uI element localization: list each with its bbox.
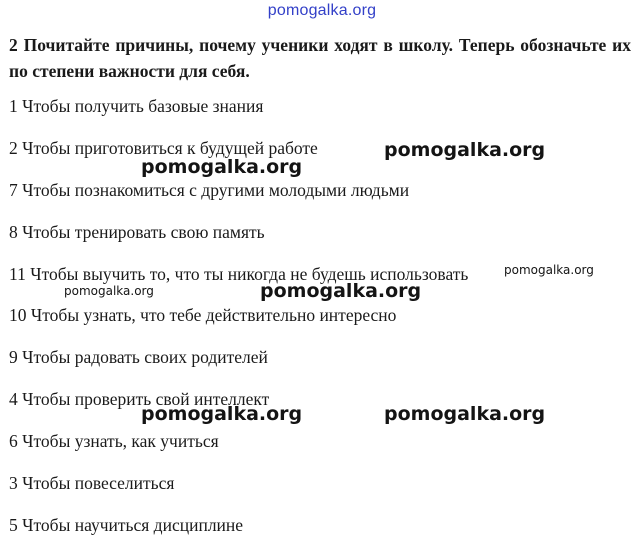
list-item: 5 Чтобы научиться дисциплине [9, 514, 244, 535]
list-item: 4 Чтобы проверить свой интеллект [9, 389, 270, 410]
watermark-label: pomogalka.org [141, 403, 303, 425]
watermark-label: pomogalka.org [504, 263, 594, 277]
list-item: 6 Чтобы узнать, как учиться [9, 431, 219, 452]
watermark-label: pomogalka.org [141, 156, 303, 178]
list-item: 10 Чтобы узнать, что тебе действительно интересно [9, 305, 397, 326]
list-item: 11 Чтобы выучить то, что ты никогда не будешь использовать [9, 263, 469, 284]
watermark-label: pomogalka.org [384, 403, 546, 425]
site-header-watermark: pomogalka.org [267, 2, 377, 19]
list-item: 9 Чтобы радовать своих родителей [9, 347, 268, 368]
watermark-label: pomogalka.org [260, 280, 422, 302]
list-item: 2 Чтобы приготовиться к будущей работе [9, 137, 318, 158]
watermark-label: pomogalka.org [64, 284, 154, 298]
reasons-list [9, 94, 629, 555]
watermark-label: pomogalka.org [384, 139, 546, 161]
list-item: 3 Чтобы повеселиться [9, 473, 175, 494]
task-heading: 2 Почитайте причины, почему ученики ходят в школу. Теперь обозначьте их по степени важности для себя. [9, 35, 631, 81]
list-item: 7 Чтобы познакомиться с другими молодыми людьми [9, 179, 410, 200]
list-item: 1 Чтобы получить базовые знания [9, 96, 264, 116]
list-item: 8 Чтобы тренировать свою память [9, 221, 265, 242]
